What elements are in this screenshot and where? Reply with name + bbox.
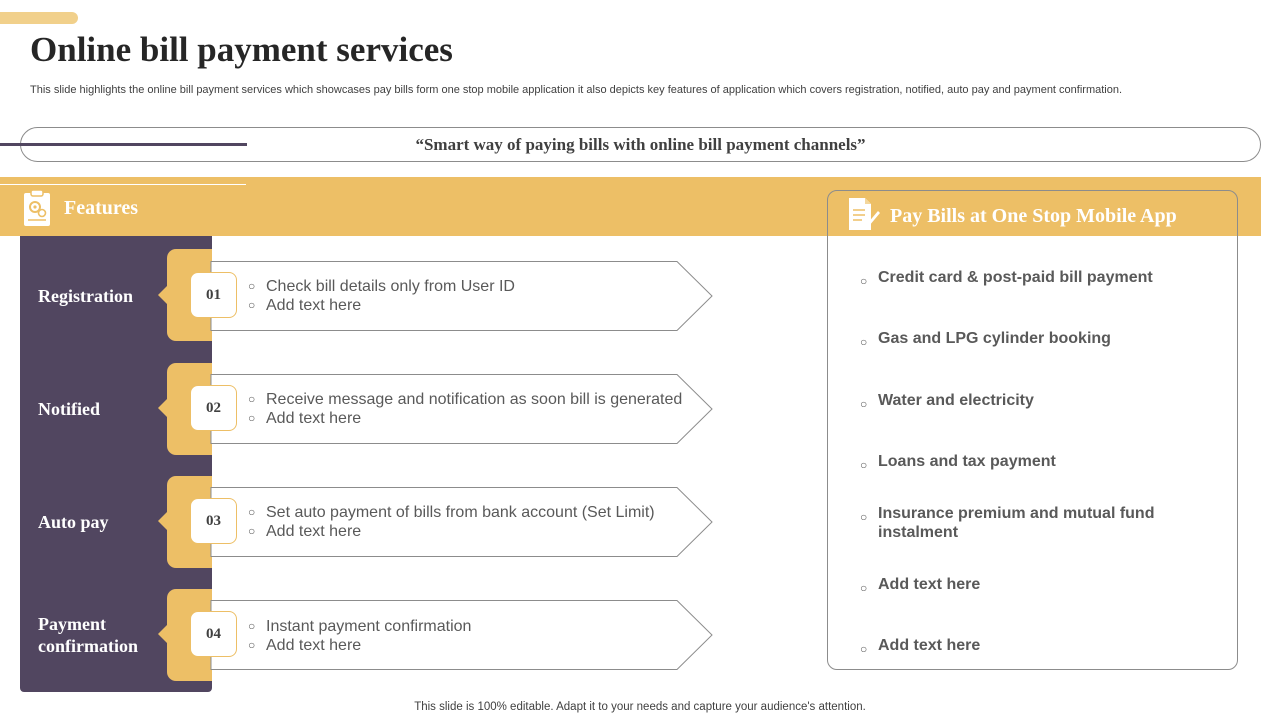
top-accent-bar bbox=[0, 12, 78, 24]
bullet-circle-icon: ○ bbox=[860, 510, 868, 524]
page-subtitle: This slide highlights the online bill payment services which showcases pay bills form one stop mobile application it also depicts key features of application which covers registration, notified, auto pay and payment confirmation. bbox=[30, 84, 1123, 96]
bullet-circle-icon: ○ bbox=[248, 619, 256, 633]
app-list-item bbox=[860, 575, 1190, 598]
stage-bullet-text: Receive message and notification as soon bill is generated bbox=[266, 391, 683, 408]
stage-name-auto-pay: Auto pay bbox=[38, 512, 109, 532]
stage-bullet-text: Add text here bbox=[266, 297, 362, 314]
app-item-text: Add text here bbox=[878, 576, 981, 593]
stage-bullet-text: Add text here bbox=[266, 410, 362, 427]
app-list-item bbox=[860, 391, 1190, 414]
stage-number: 04 bbox=[190, 611, 237, 657]
app-panel bbox=[827, 190, 1238, 670]
app-item-text: Loans and tax payment bbox=[878, 453, 1056, 470]
app-item-text: Credit card & post-paid bill payment bbox=[878, 269, 1153, 286]
bullet-circle-icon: ○ bbox=[860, 458, 868, 472]
band-divider bbox=[0, 184, 246, 185]
tagline-text: “Smart way of paying bills with online bill payment channels” bbox=[415, 135, 866, 154]
stage-number: 02 bbox=[190, 385, 237, 431]
bullet-circle-icon: ○ bbox=[248, 279, 256, 293]
stage-bullet-text: Add text here bbox=[266, 523, 362, 540]
bullet-circle-icon: ○ bbox=[860, 335, 868, 349]
app-item-text: Gas and LPG cylinder booking bbox=[878, 330, 1111, 347]
stage-name-payment-confirmation: Payment confirmation bbox=[38, 614, 138, 656]
bullet-circle-icon: ○ bbox=[248, 505, 256, 519]
app-item-text: Water and electricity bbox=[878, 392, 1034, 409]
stage-bullet-text: Set auto payment of bills from bank account (Set Limit) bbox=[266, 504, 655, 521]
bullet-circle-icon: ○ bbox=[860, 581, 868, 595]
bullet-circle-icon: ○ bbox=[860, 397, 868, 411]
app-heading: Pay Bills at One Stop Mobile App bbox=[890, 205, 1177, 227]
stage-bullets bbox=[248, 277, 515, 315]
stage-number: 01 bbox=[190, 272, 237, 318]
clipboard-gear-icon bbox=[22, 189, 52, 227]
bullet-circle-icon: ○ bbox=[248, 298, 256, 312]
bullet-circle-icon: ○ bbox=[248, 392, 256, 406]
bullet-circle-icon: ○ bbox=[860, 642, 868, 656]
stage-number: 03 bbox=[190, 498, 237, 544]
app-item-text: Add text here bbox=[878, 637, 981, 654]
app-list-item bbox=[860, 452, 1190, 475]
stage-bullet-text: Check bill details only from User ID bbox=[266, 278, 515, 295]
stage-name-registration: Registration bbox=[38, 286, 133, 306]
app-list-item bbox=[860, 329, 1190, 352]
bullet-circle-icon: ○ bbox=[248, 524, 256, 538]
bullet-circle-icon: ○ bbox=[248, 411, 256, 425]
footer-note: This slide is 100% editable. Adapt it to your needs and capture your audience's attention. bbox=[414, 701, 866, 713]
features-heading: Features bbox=[64, 197, 139, 219]
bullet-circle-icon: ○ bbox=[860, 274, 868, 288]
stage-bullet-text: Instant payment confirmation bbox=[266, 618, 472, 635]
page-title: Online bill payment services bbox=[30, 30, 453, 69]
bullet-circle-icon: ○ bbox=[248, 638, 256, 652]
document-pen-icon bbox=[845, 196, 881, 232]
app-list-item bbox=[860, 636, 1190, 659]
app-list-item bbox=[860, 504, 1190, 542]
stage-bullets bbox=[248, 503, 655, 541]
app-list-item bbox=[860, 268, 1190, 291]
stage-name-notified: Notified bbox=[38, 399, 100, 419]
stage-bullet-text: Add text here bbox=[266, 637, 362, 654]
stage-bullets bbox=[248, 390, 682, 428]
app-item-text: Insurance premium and mutual fund instalment bbox=[878, 505, 1155, 541]
stage-bullets bbox=[248, 617, 471, 655]
